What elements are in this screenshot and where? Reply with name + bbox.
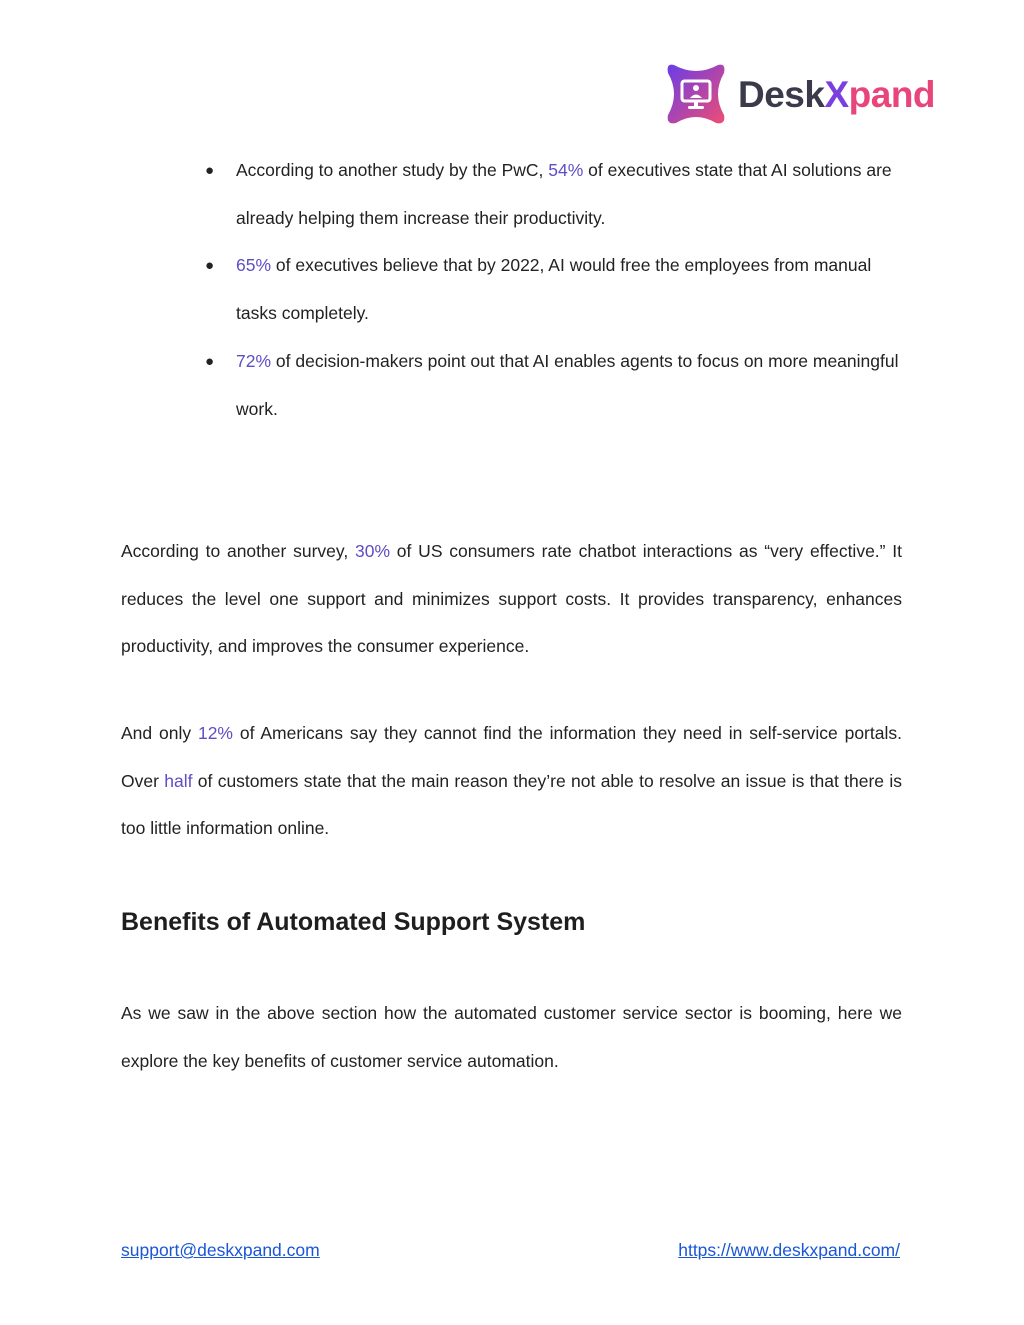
bullet-highlight-link[interactable]: 72% — [236, 350, 272, 371]
americans-paragraph — [121, 710, 902, 853]
survey-stat-link[interactable]: 30% — [355, 541, 391, 561]
bullet-dot-icon: ● — [205, 352, 215, 370]
half-stat-link[interactable]: half — [164, 770, 193, 791]
footer-email-link[interactable]: support@deskxpand.com — [121, 1240, 320, 1260]
para-text: of customers state that the main reason they’re not able to resolve an issue is that there is too little information online. — [121, 770, 902, 839]
logo-icon — [664, 61, 728, 127]
stats-bullet-list — [205, 147, 905, 433]
survey-paragraph — [121, 528, 902, 671]
bullet-item — [205, 147, 905, 242]
para-text: According to another survey, — [121, 541, 355, 561]
bullet-highlight-link[interactable]: 54% — [548, 160, 584, 180]
americans-stat-link[interactable]: 12% — [197, 723, 233, 743]
bullet-item — [205, 242, 905, 337]
logo-text-desk: Desk — [738, 73, 825, 115]
logo-wordmark — [738, 73, 936, 115]
bullet-text: of executives state that AI solutions are already helping them increase their productivity. — [236, 160, 892, 228]
section-heading: Benefits of Automated Support System — [121, 908, 586, 936]
bullet-item — [205, 338, 905, 433]
bullet-text: of executives believe that by 2022, AI would free the employees from manual tasks completely. — [236, 255, 872, 324]
logo-text-pand: pand — [848, 73, 936, 115]
bullet-dot-icon: ● — [205, 162, 215, 179]
logo-text-x: X — [824, 73, 849, 115]
para-text: of Americans say they cannot find the information they need in self-service portals. Over — [121, 723, 902, 791]
para-text: And only — [121, 723, 198, 743]
benefits-intro-paragraph: As we saw in the above section how the automated customer service sector is booming, here we explore the key benefits of customer service automation. — [121, 1003, 902, 1071]
deskxpand-logo — [664, 60, 935, 128]
para-text: of US consumers rate chatbot interactions as “very effective.” It reduces the level one support and minimizes support costs. It provides transparency, enhances productivity, and improves the consumer experience. — [121, 541, 902, 657]
bullet-text: of decision-makers point out that AI enables agents to focus on more meaningful work. — [236, 350, 899, 419]
bullet-text: According to another study by the PwC, — [236, 160, 549, 180]
bullet-highlight-link[interactable]: 65% — [236, 255, 272, 276]
footer-website-link[interactable]: https://www.deskxpand.com/ — [678, 1240, 900, 1260]
bullet-dot-icon: ● — [205, 257, 215, 275]
